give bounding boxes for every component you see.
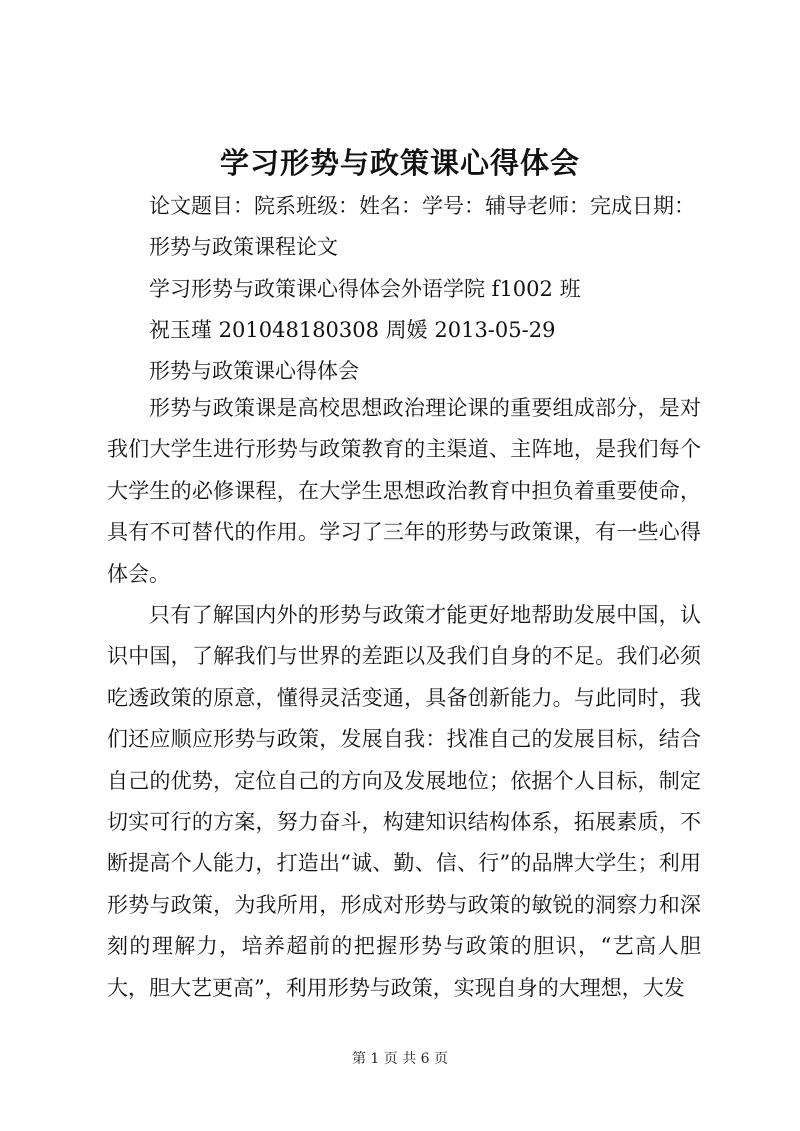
meta-line-subtitle: 形势与政策课心得体会 [149,359,359,383]
meta-line-info-fields: 论文题目：院系班级：姓名：学号：辅导老师：完成日期： [149,194,695,218]
meta-line-author-date: 祝玉瑾 201048180308 周媛 2013-05-29 [149,318,556,342]
meta-line-class: 学习形势与政策课心得体会外语学院 f1002 班 [149,277,581,301]
meta-line-paper-type: 形势与政策课程论文 [149,235,338,259]
document-body [107,388,701,1009]
body-paragraph: 形势与政策课是高校思想政治理论课的重要组成部分，是对我们大学生进行形势与政策教育的主渠道、主阵地，是我们每个大学生的必修课程，在大学生思想政治教育中担负着重要使命，具有不可替代的作用。学习了三年的形势与政策课，有一些心得体会。 [107,396,701,586]
document-title: 学习形势与政策课心得体会 [219,146,580,180]
page-footer: 第 1 页 共 6 页 [351,1051,449,1067]
body-paragraph: 只有了解国内外的形势与政策才能更好地帮助发展中国，认识中国，了解我们与世界的差距以及我们自身的不足。我们必须吃透政策的原意，懂得灵活变通，具备创新能力。与此同时，我们还应顺应形势与政策，发展自我：找准自己的发展目标，结合自己的优势，定位自己的方向及发展地位；依据个人目标，制定切实可行的方案，努力奋斗，构建知识结构体系，拓展素质，不断提高个人能力，打造出“诚、勤、信、行”的品牌大学生；利用形势与政策，为我所用，形成对形势与政策的敏锐的洞察力和深刻的理解力，培养超前的把握形势与政策的胆识，“艺高人胆大，胆大艺更高”，利用形势与政策，实现自身的大理想，大发 [107,603,701,1000]
